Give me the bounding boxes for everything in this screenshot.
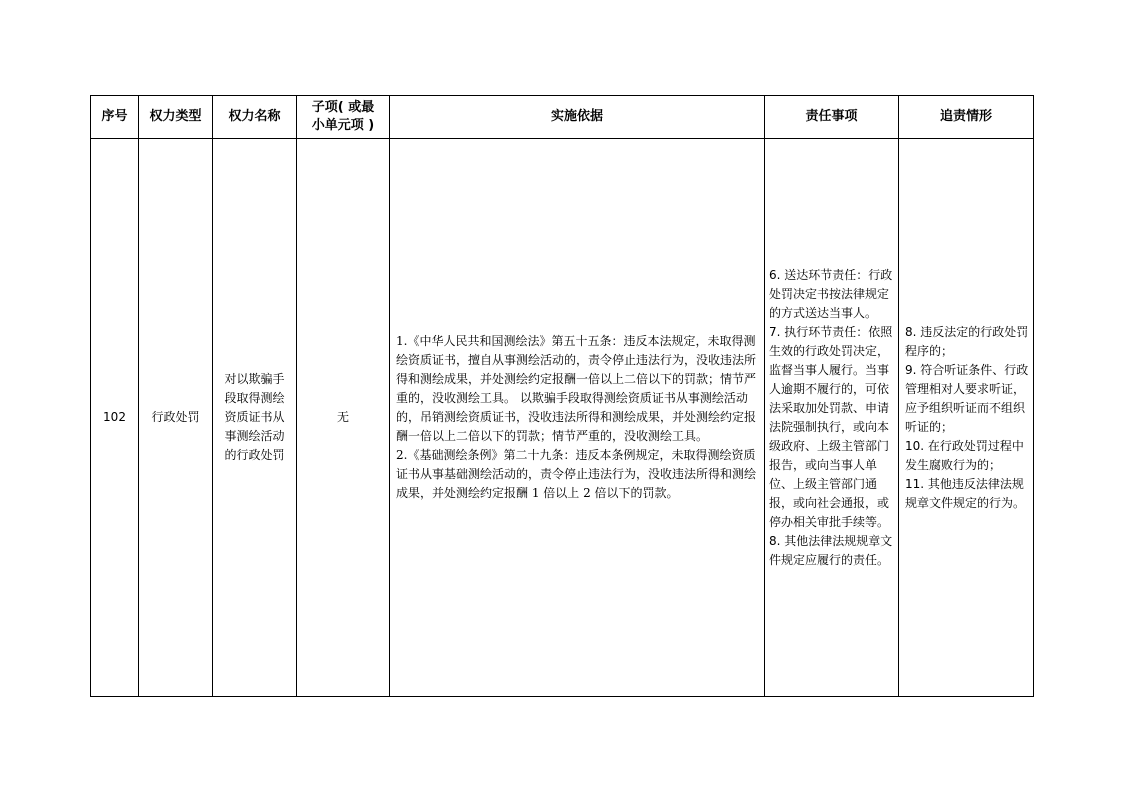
power-list-table	[90, 95, 1034, 697]
accountability-item: 11. 其他违反法律法规规章文件规定的行为。	[905, 476, 1026, 510]
header-sub-item-label: 子项( 或最小单元项 )	[311, 100, 375, 133]
header-accountability: 追责情形	[899, 96, 1034, 139]
table-header-row	[91, 96, 1034, 139]
cell-seq: 102	[91, 139, 139, 697]
responsibility-item: 8. 其他法律法规规章文件规定应履行的责任。	[769, 533, 893, 567]
accountability-item: 10. 在行政处罚过程中发生腐败行为的；	[905, 438, 1024, 472]
accountability-item: 8. 违反法定的行政处罚程序的；	[905, 324, 1029, 358]
cell-accountability	[899, 139, 1034, 697]
table-row	[91, 139, 1034, 697]
header-seq: 序号	[91, 96, 139, 139]
cell-power-name	[213, 139, 297, 697]
accountability-item: 9. 符合听证条件、行政管理相对人要求听证，应予组织听证而不组织听证的；	[905, 362, 1029, 434]
header-basis: 实施依据	[390, 96, 765, 139]
cell-responsibility	[765, 139, 899, 697]
cell-basis	[390, 139, 765, 697]
basis-item: 1.《中华人民共和国测绘法》第五十五条：违反本法规定，未取得测绘资质证书，擅自从事测绘活动的，责令停止违法行为，没收违法所得和测绘成果，并处测绘约定报酬一倍以上二倍以下的罚款；情节严重的，没收测绘工具。 以欺骗手段取得测绘资质证书从事测绘活动的，吊销测绘资质证书，没收违法所得和测绘成果，并处测绘约定报酬一倍以上二倍以下的罚款；情节严重的，没收测绘工具。	[396, 334, 757, 443]
basis-item: 2.《基础测绘条例》第二十九条：违反本条例规定，未取得测绘资质证书从事基础测绘活动的，责令停止违法行为，没收违法所得和测绘成果，并处测绘约定报酬 1 倍以上 2 倍以下的罚款。	[396, 448, 757, 500]
power-name-text: 对以欺骗手段取得测绘资质证书从事测绘活动的行政处罚	[224, 372, 285, 462]
cell-power-type: 行政处罚	[139, 139, 213, 697]
responsibility-item: 7. 执行环节责任：依照生效的行政处罚决定，监督当事人履行。当事人逾期不履行的，可依法采取加处罚款、申请法院强制执行，或向本级政府、上级主管部门报告，或向当事人单位、上级主管部门通报，或向社会通报，或停办相关审批手续等。	[769, 324, 893, 529]
header-power-name: 权力名称	[213, 96, 297, 139]
header-responsibility: 责任事项	[765, 96, 899, 139]
header-sub-item	[297, 96, 390, 139]
cell-sub-item: 无	[297, 139, 390, 697]
responsibility-item: 6. 送达环节责任：行政处罚决定书按法律规定的方式送达当事人。	[769, 267, 893, 320]
header-power-type: 权力类型	[139, 96, 213, 139]
